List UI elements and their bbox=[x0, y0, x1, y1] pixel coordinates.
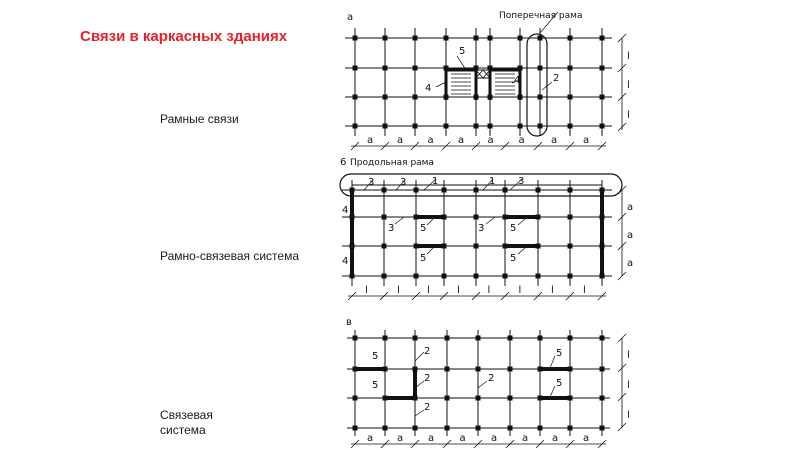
dimension-label: l bbox=[583, 285, 586, 296]
dimension-label: а bbox=[552, 433, 559, 444]
column-square bbox=[476, 367, 481, 372]
dim-l: l bbox=[627, 80, 630, 91]
column-square bbox=[568, 426, 573, 431]
column-square bbox=[353, 66, 358, 71]
column-square bbox=[413, 95, 418, 100]
column-square bbox=[383, 426, 388, 431]
column-square bbox=[476, 336, 481, 341]
callout-5: 5 bbox=[420, 223, 427, 234]
dim-l: l bbox=[627, 410, 630, 421]
column-square bbox=[474, 124, 479, 129]
column-square bbox=[445, 336, 450, 341]
column-square bbox=[383, 124, 388, 129]
column-square bbox=[508, 426, 513, 431]
column-square bbox=[536, 215, 541, 220]
transverse-frame-label: Поперечная рама bbox=[499, 11, 583, 21]
column-square bbox=[568, 66, 573, 71]
label-frame-bracing: Рамные связи bbox=[160, 112, 239, 126]
column-square bbox=[508, 367, 513, 372]
dimension-label: а bbox=[518, 135, 525, 146]
callout-3: 3 bbox=[478, 223, 485, 234]
dimension-label: а bbox=[428, 433, 435, 444]
callout-5: 5 bbox=[556, 378, 563, 389]
column-square bbox=[538, 336, 543, 341]
column-square bbox=[600, 215, 605, 220]
column-square bbox=[568, 336, 573, 341]
column-square bbox=[353, 95, 358, 100]
column-square bbox=[536, 188, 541, 193]
column-square bbox=[442, 244, 447, 249]
column-square bbox=[508, 336, 513, 341]
dimension-label: а bbox=[427, 135, 434, 146]
column-square bbox=[600, 124, 605, 129]
column-square bbox=[474, 274, 479, 279]
callout-5: 5 bbox=[510, 223, 517, 234]
column-square bbox=[445, 396, 450, 401]
callout-4: 4 bbox=[425, 83, 432, 94]
dim-a: а bbox=[627, 230, 634, 241]
callout-4: 4 bbox=[514, 75, 521, 86]
column-square bbox=[538, 95, 543, 100]
column-square bbox=[600, 36, 605, 41]
diagram-a-letter: а bbox=[347, 12, 354, 23]
column-square bbox=[382, 244, 387, 249]
column-square bbox=[442, 215, 447, 220]
column-square bbox=[353, 396, 358, 401]
callout-3: 3 bbox=[518, 176, 525, 187]
dimension-label: l bbox=[551, 285, 554, 296]
column-square bbox=[350, 215, 355, 220]
callout-2: 2 bbox=[488, 373, 495, 384]
callout-5: 5 bbox=[556, 348, 563, 359]
dimension-label: а bbox=[367, 433, 374, 444]
column-square bbox=[414, 188, 419, 193]
label-braced-system: Связевая система bbox=[160, 408, 213, 437]
dim-a: а bbox=[627, 258, 634, 269]
column-square bbox=[488, 36, 493, 41]
column-square bbox=[600, 336, 605, 341]
callout-2: 2 bbox=[424, 373, 431, 384]
diagram-a bbox=[345, 12, 626, 150]
column-square bbox=[414, 215, 419, 220]
callout-3: 3 bbox=[400, 177, 407, 188]
dimension-label: l bbox=[487, 285, 491, 296]
longitudinal-frame-label: Продольная рама bbox=[350, 158, 434, 168]
column-square bbox=[538, 124, 543, 129]
column-square bbox=[350, 188, 355, 193]
column-square bbox=[503, 244, 508, 249]
column-square bbox=[600, 396, 605, 401]
column-square bbox=[444, 124, 449, 129]
column-square bbox=[442, 274, 447, 279]
column-square bbox=[474, 188, 479, 193]
column-square bbox=[382, 188, 387, 193]
column-square bbox=[442, 188, 447, 193]
dim-l: l bbox=[627, 51, 630, 62]
dimension-label: а bbox=[397, 433, 404, 444]
dimension-label: а bbox=[491, 433, 498, 444]
column-square bbox=[600, 244, 605, 249]
column-square bbox=[413, 426, 418, 431]
diagram-c bbox=[347, 330, 626, 448]
column-square bbox=[353, 336, 358, 341]
column-square bbox=[568, 36, 573, 41]
diagram-c-letter: в bbox=[346, 317, 352, 328]
dimension-label: а bbox=[458, 135, 465, 146]
dimension-label: l bbox=[397, 285, 400, 296]
callout-6: 6 bbox=[340, 157, 347, 168]
dimension-label: а bbox=[459, 433, 466, 444]
callout-5: 5 bbox=[372, 351, 379, 362]
column-square bbox=[568, 188, 573, 193]
callout-5: 5 bbox=[459, 46, 466, 57]
column-square bbox=[444, 36, 449, 41]
column-square bbox=[445, 367, 450, 372]
column-square bbox=[474, 36, 479, 41]
dimension-label: а bbox=[487, 135, 494, 146]
dim-l: l bbox=[627, 110, 630, 121]
dimension-label: а bbox=[583, 433, 590, 444]
dimension-label: l bbox=[518, 285, 522, 296]
column-square bbox=[353, 124, 358, 129]
dimension-label: а bbox=[583, 135, 590, 146]
callout-4: 4 bbox=[342, 205, 349, 216]
column-square bbox=[383, 36, 388, 41]
column-square bbox=[568, 124, 573, 129]
column-square bbox=[445, 426, 450, 431]
column-square bbox=[518, 36, 523, 41]
column-square bbox=[568, 215, 573, 220]
column-square bbox=[382, 215, 387, 220]
callout-4: 4 bbox=[342, 256, 349, 267]
column-square bbox=[383, 66, 388, 71]
column-square bbox=[600, 66, 605, 71]
column-square bbox=[600, 95, 605, 100]
column-square bbox=[568, 274, 573, 279]
callout-3: 3 bbox=[388, 223, 395, 234]
column-square bbox=[538, 36, 543, 41]
column-square bbox=[413, 336, 418, 341]
dimension-label: а bbox=[522, 433, 529, 444]
column-square bbox=[568, 244, 573, 249]
column-square bbox=[413, 124, 418, 129]
dimension-label: l bbox=[427, 285, 430, 296]
callout-2: 2 bbox=[424, 402, 431, 413]
column-square bbox=[383, 336, 388, 341]
dimension-label: а bbox=[397, 135, 404, 146]
column-square bbox=[538, 426, 543, 431]
column-square bbox=[503, 188, 508, 193]
callout-1: 1 bbox=[432, 176, 439, 187]
column-square bbox=[476, 426, 481, 431]
callout-3: 3 bbox=[368, 177, 375, 188]
callout-5: 5 bbox=[372, 380, 379, 391]
column-square bbox=[600, 367, 605, 372]
column-square bbox=[414, 244, 419, 249]
column-square bbox=[413, 36, 418, 41]
callout-5: 5 bbox=[420, 253, 427, 264]
label-frame-braced-system: Рамно-связевая система bbox=[160, 249, 300, 263]
column-square bbox=[536, 244, 541, 249]
dimension-label: l bbox=[457, 285, 460, 296]
dimension-label: l bbox=[365, 285, 368, 296]
column-square bbox=[600, 274, 605, 279]
column-square bbox=[488, 124, 493, 129]
dim-l: l bbox=[627, 350, 630, 361]
column-square bbox=[353, 426, 358, 431]
dimension-label: а bbox=[551, 135, 558, 146]
column-square bbox=[413, 66, 418, 71]
page-title: Связи в каркасных зданиях bbox=[80, 28, 288, 45]
dimension-label: а bbox=[367, 135, 374, 146]
column-square bbox=[503, 274, 508, 279]
column-square bbox=[382, 274, 387, 279]
column-square bbox=[536, 274, 541, 279]
column-square bbox=[353, 36, 358, 41]
callout-1: 1 bbox=[489, 176, 496, 187]
column-square bbox=[383, 95, 388, 100]
column-square bbox=[568, 95, 573, 100]
dim-a: а bbox=[627, 202, 634, 213]
column-square bbox=[350, 244, 355, 249]
column-square bbox=[476, 396, 481, 401]
column-square bbox=[600, 426, 605, 431]
column-square bbox=[474, 244, 479, 249]
column-square bbox=[503, 215, 508, 220]
column-square bbox=[474, 215, 479, 220]
diagram-b bbox=[340, 174, 626, 300]
dim-l: l bbox=[627, 380, 630, 391]
column-square bbox=[414, 274, 419, 279]
column-square bbox=[518, 124, 523, 129]
callout-5: 5 bbox=[510, 253, 517, 264]
callout-2: 2 bbox=[553, 73, 560, 84]
column-square bbox=[538, 66, 543, 71]
callout-2: 2 bbox=[424, 346, 431, 357]
column-square bbox=[350, 274, 355, 279]
column-square bbox=[508, 396, 513, 401]
column-square bbox=[600, 188, 605, 193]
